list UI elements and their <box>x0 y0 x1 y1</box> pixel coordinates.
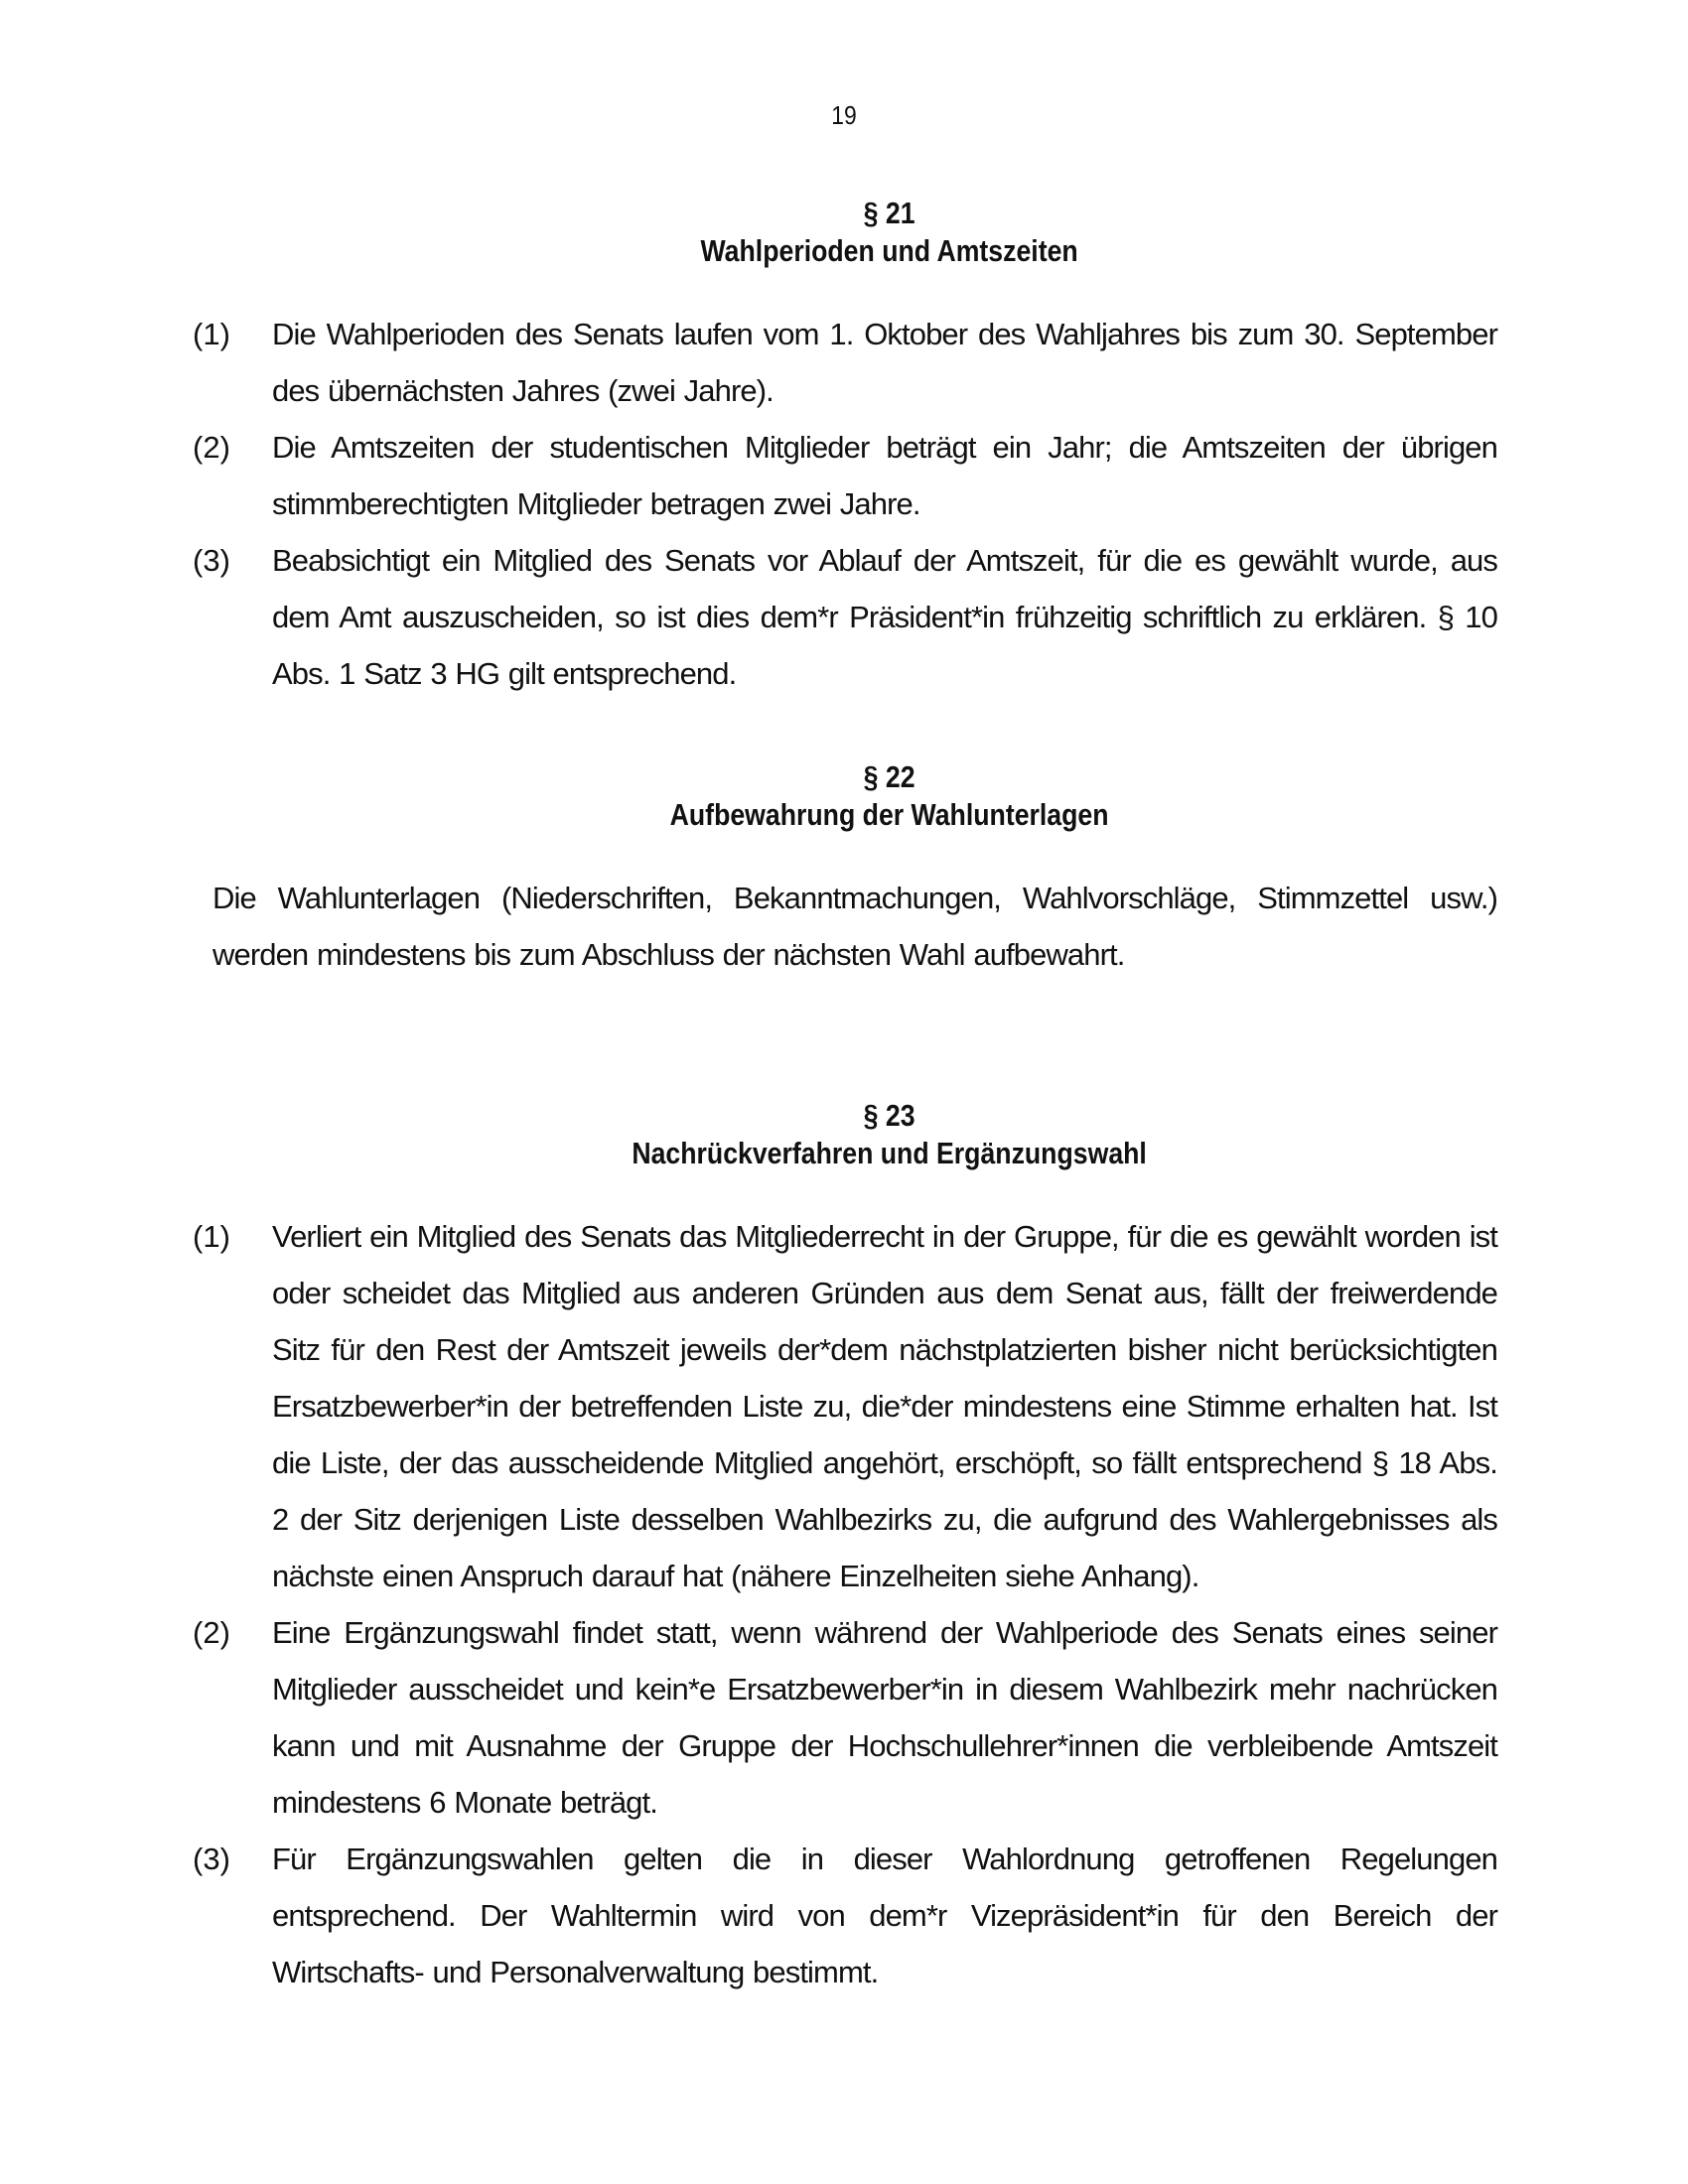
page-number: 19 <box>831 100 857 130</box>
paragraph <box>0 1208 1688 1604</box>
section-21-heading <box>198 195 1581 270</box>
paragraph <box>0 419 1688 532</box>
section-number: § 23 <box>863 1098 915 1133</box>
paragraph <box>0 1604 1688 1831</box>
section-number: § 21 <box>863 196 915 230</box>
section-number: § 22 <box>863 759 915 794</box>
section-22-heading <box>198 758 1581 834</box>
paragraph-number: (1) <box>193 1219 230 1254</box>
section-22 <box>0 758 1688 983</box>
paragraph-text: Eine Ergänzungswahl findet statt, wenn während der Wahlperiode des Senats eines seiner Mitglieder ausscheidet und kein*e Ersatzbewerber*in in diesem Wahlbezirk mehr nachrücken kann und mit Ausnahme der Gruppe der Hochschullehrer*innen die verbleibende Amtszeit mindestens 6 Monate beträgt. <box>272 1615 1497 1820</box>
section-title: Nachrückverfahren und Ergänzungswahl <box>632 1136 1147 1170</box>
section-21 <box>0 195 1688 702</box>
paragraph-text: Die Wahlperioden des Senats laufen vom 1. Oktober des Wahljahres bis zum 30. September des übernächsten Jahres (zwei Jahre). <box>272 317 1497 408</box>
paragraph-number: (2) <box>193 430 230 465</box>
paragraph-text: Verliert ein Mitglied des Senats das Mitgliederrecht in der Gruppe, für die es gewählt worden ist oder scheidet das Mitglied aus anderen Gründen aus dem Senat aus, fällt der freiwerdende Sitz für den Rest der Amtszeit jeweils der*dem nächstplatzierten bisher nicht berücksichtigten Ersatzbewerber*in der betreffenden Liste zu, die*der mindestens eine Stimme erhalten hat. Ist die Liste, der das ausscheidende Mitglied angehört, erschöpft, so fällt entsprechend § 18 Abs. 2 der Sitz derjenigen Liste desselben Wahlbezirks zu, die aufgrund des Wahlergebnisses als nächste einen Anspruch darauf hat (nähere Einzelheiten siehe Anhang). <box>272 1219 1497 1593</box>
section-title: Wahlperioden und Amtszeiten <box>700 233 1078 268</box>
section-23-heading <box>198 1097 1581 1172</box>
section-title: Aufbewahrung der Wahlunterlagen <box>669 797 1109 832</box>
paragraph <box>0 306 1688 419</box>
paragraph-text: Beabsichtigt ein Mitglied des Senats vor Ablauf der Amtszeit, für die es gewählt wurde, aus dem Amt auszuscheiden, so ist dies dem*r Präsident*in frühzeitig schriftlich zu erklären. § 10 Abs. 1 Satz 3 HG gilt entsprechend. <box>272 543 1497 691</box>
paragraph-text: Die Amtszeiten der studentischen Mitglieder beträgt ein Jahr; die Amtszeiten der übrigen stimmberechtigten Mitglieder betragen zwei Jahre. <box>272 430 1497 521</box>
paragraph-number: (1) <box>193 317 230 351</box>
paragraph <box>0 1831 1688 2000</box>
paragraph-number: (3) <box>193 543 230 578</box>
paragraph-number: (3) <box>193 1842 230 1876</box>
paragraph-number: (2) <box>193 1615 230 1650</box>
section-23 <box>0 1097 1688 2000</box>
paragraph <box>0 532 1688 702</box>
section-text: Die Wahlunterlagen (Niederschriften, Bekanntmachungen, Wahlvorschläge, Stimmzettel usw.) werden mindestens bis zum Abschluss der nächsten Wahl aufbewahrt. <box>212 881 1497 972</box>
paragraph-text: Für Ergänzungswahlen gelten die in dieser Wahlordnung getroffenen Regelungen entsprechend. Der Wahltermin wird von dem*r Vizepräsident*in für den Bereich der Wirtschafts- und Personalverwaltung bestimmt. <box>272 1842 1497 1989</box>
